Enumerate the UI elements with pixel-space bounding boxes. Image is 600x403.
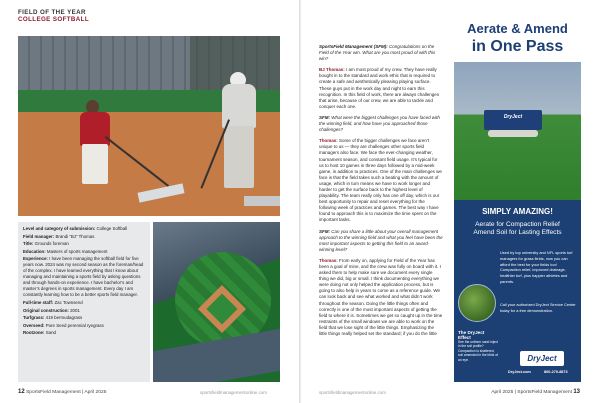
dryject-logo: DryJect xyxy=(520,351,564,366)
info-row-title: Title: Grounds foreman xyxy=(23,241,69,247)
machine-logo: DryJect xyxy=(503,114,523,120)
info-row-education: Education: Masters of sports management xyxy=(23,248,108,254)
page-header xyxy=(18,9,89,23)
left-publication: SportsField Management | April 2025 xyxy=(26,390,107,395)
info-row-experience: Experience: I have been managing the softball field for five years now. 2024 was my second season as the foreman/head of the complex. I have learned everything that I know about managing and maintaining a sports field by asking questions and through hands-on experience. I have bachelor’s and master’s degrees in sports management. Every day I am constantly learning how to be a better sports field manager. xyxy=(23,256,144,298)
info-row-manager: Field manager: Brandi “BJ” Thomas xyxy=(23,233,95,239)
right-page-footer xyxy=(491,389,580,395)
answer-3: Thomas: From early on, applying for Field of the Year has been a goal of mine, and the crew was fully on board with it. I asked them to help make sure we document every single thing we did, big or small. I think documenting everything we were doing not only helped the application process, but is going to also help in years to come as a reference guide. We can look back and see what worked and what didn’t work throughout the season. Doing the little things often and correctly is one of the most important aspects of getting the field to where it is. Sometimes we get so caught up in the time restraints of the small windows we are able to work on the field that we lose sight of the little things. Emphasizing the little things really helped set the standard; if you do the little xyxy=(319,257,443,337)
right-footer-url[interactable]: sportsfieldmanagementonline.com xyxy=(319,390,386,395)
ad-benefits xyxy=(454,221,581,237)
question-2: SFM: What were the biggest challenges you have faced with the winning field, and how have you approached those challenges? xyxy=(319,114,440,133)
ad-benefit-amend: Amend Soil for Lasting Effects xyxy=(473,229,562,236)
ad-effect-caption xyxy=(458,330,498,362)
section-title: FIELD OF THE YEAR xyxy=(18,9,86,16)
worker-two-pants xyxy=(224,126,254,188)
ad-website-link[interactable]: DryJect.com xyxy=(508,370,531,374)
effect-description: See the uniform sand inject in the soil profile? Compaction is shattered, soil amended in the blink of an eye. xyxy=(458,340,498,362)
section-subtitle: COLLEGE SOFTBALL xyxy=(18,16,90,23)
ad-tagline: SIMPLY AMAZING! xyxy=(482,207,553,216)
answer-2: Thomas: Some of the bigger challenges we face aren’t unique to us — they are challenges other sports field managers also face. We face the ever-changing weather, tournament season, and constant field usage. It’s typical for us to host 10 games in three days followed by a mid-week game, in addition to practices. One of the main challenges we face is that the field takes such a beating with the amount of usage, which in turn means we have to work longer and harder to get the surface back to the highest level of playability. The team really only has one off day, which is our best opportunity to repair and reset everything for the following week of practices and games. The best way I have found to approach this is to maximize the time spent on the important tasks. xyxy=(319,138,442,223)
dryject-machine xyxy=(484,110,542,130)
ad-benefit-aerate: Aerate for Compaction Relief xyxy=(475,221,560,228)
worker-one-jacket xyxy=(80,112,110,146)
info-row-rootzone: Rootzone: Sand xyxy=(23,330,56,336)
drag-mat-two xyxy=(244,196,280,206)
ad-call-to-action: Call your authorized DryJect Service Center today for a free demonstration. xyxy=(500,302,576,313)
ad-phone-number: 800-270-8873 xyxy=(544,370,568,374)
field-info-box xyxy=(18,222,150,382)
left-page-footer xyxy=(18,389,106,395)
machine-roller xyxy=(488,130,538,137)
left-footer-url[interactable]: sportsfieldmanagementonline.com xyxy=(200,390,267,395)
aerial-stadium-photo xyxy=(153,222,280,382)
info-row-staff: Full-time staff: Zac Townsend xyxy=(23,299,83,305)
dryject-advertisement[interactable] xyxy=(454,10,581,382)
info-row-construction: Original construction: 2001 xyxy=(23,307,80,313)
ad-body-copy: Used by top university and NFL sports turf managers for grass fields, now you can afford the best for your fields too! Compaction relief, improved drainage, healthier turf, plus happier athletes and parents. xyxy=(500,250,573,284)
left-page-number: 12 xyxy=(18,389,25,395)
page-gutter xyxy=(299,0,301,403)
info-row-turfgrass: Turfgrass: 419 bermudagrass xyxy=(23,315,83,321)
right-page-number: 13 xyxy=(573,389,580,395)
question-1: SportsField Management (SFM): Congratulations on the Field of the Year win. What are you most proud of with this win? xyxy=(319,44,436,62)
answer-1: BJ Thomas: I am most proud of my crew. They have really bought in to the standard and work ethic that is required to create a safe and aesthetically pleasing playing surface. These guys put in the work day and night to earn this recognition. In this field of work, there are always challenges that arise, because of our crew, we are able to tackle and conquer each one. xyxy=(319,67,440,109)
infield-drag-photo xyxy=(18,36,280,216)
worker-one-pants xyxy=(82,144,108,184)
article-body xyxy=(319,44,443,342)
ad-headline-1: Aerate & Amend xyxy=(467,21,568,36)
info-row-overseed: Overseed: Pure Seed perennial ryegrass xyxy=(23,322,104,328)
soil-profile-image xyxy=(458,284,496,322)
question-3: SFM: Can you share a little about your overall management approach to the winning field and what you feel have been the most important aspects to getting this field to an award-winning level? xyxy=(319,228,443,252)
right-publication: April 2025 | SportsField Management xyxy=(491,390,572,395)
effect-title: The DryJect Effect xyxy=(458,330,485,340)
ad-headline-2: in One Pass xyxy=(471,38,564,55)
info-row-level: Level and category of submission: College Softball xyxy=(23,226,128,231)
